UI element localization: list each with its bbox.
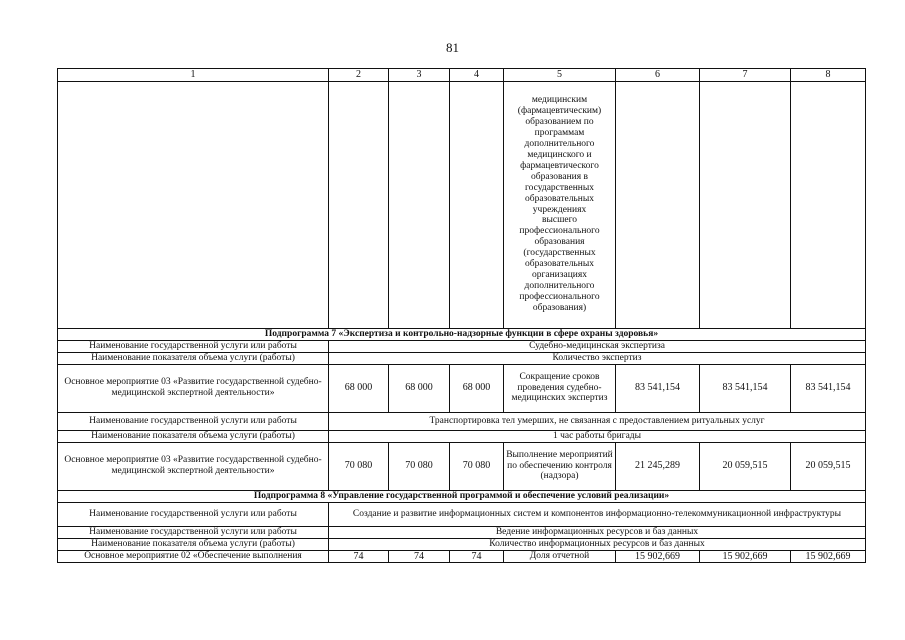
service-value: Создание и развитие информационных систем и компонентов информационно-телекоммуникационной инфраструктуры [329,502,866,526]
measure-col7: 20 059,515 [700,442,791,490]
service-row [58,502,866,526]
cell-empty [791,81,866,328]
cell-empty [616,81,700,328]
measure-row [58,364,866,412]
desc-line: образованием по [525,117,594,128]
header-cell: 4 [450,69,504,82]
cell-empty [329,81,389,328]
desc-line: организациях [531,270,588,281]
continuation-row [58,81,866,328]
desc-line: образовательных [525,193,594,204]
page-number: 81 [446,40,459,55]
measure-name: Основное мероприятие 03 «Развитие государственной судебно-медицинской экспертной деятельности» [58,364,329,412]
desc-line: программам [534,128,585,139]
measure-indicator: Сокращение сроков проведения судебно-медицинских экспертиз [504,364,616,412]
desc-line: медицинским [531,95,588,106]
desc-line: фармацевтического [520,160,599,171]
measure-col4: 74 [450,550,504,563]
measure-col3: 68 000 [389,364,450,412]
desc-line: высшего [541,215,578,226]
indicator-label: Наименование показателя объема услуги (работы) [58,538,329,550]
measure-col8: 83 541,154 [791,364,866,412]
desc-line: профессионального [519,291,600,302]
measure-col6: 83 541,154 [616,364,700,412]
header-cell: 8 [791,69,866,82]
cell-empty [389,81,450,328]
service-row [58,412,866,430]
desc-line: учреждениях [532,204,587,215]
service-row [58,340,866,352]
desc-line: дополнительного [524,138,595,149]
subprogram-row [58,328,866,340]
subprogram-row [58,490,866,502]
measure-col7: 83 541,154 [700,364,791,412]
desc-line: (фармацевтическим) [517,106,602,117]
measure-row [58,550,866,563]
service-value: Судебно-медицинская экспертиза [329,340,866,352]
measure-indicator: Доля отчетной [504,550,616,563]
measure-col2: 74 [329,550,389,563]
service-label: Наименование государственной услуги или работы [58,526,329,538]
measure-col2: 68 000 [329,364,389,412]
measure-col8: 20 059,515 [791,442,866,490]
desc-line: образования [534,237,585,248]
cell-empty [450,81,504,328]
table-header-row [58,69,866,82]
indicator-label: Наименование показателя объема услуги (работы) [58,430,329,442]
measure-col6: 15 902,669 [616,550,700,563]
indicator-value: Количество экспертиз [329,352,866,364]
desc-line: образовательных [525,259,594,270]
service-label: Наименование государственной услуги или работы [58,502,329,526]
measure-col3: 74 [389,550,450,563]
cell-empty [700,81,791,328]
subprogram-8-title: Подпрограмма 8 «Управление государственной программой и обеспечение условий реализации» [58,490,866,502]
desc-line: дополнительного [524,280,595,291]
indicator-row [58,430,866,442]
subprogram-7-title: Подпрограмма 7 «Экспертиза и контрольно-надзорные функции в сфере охраны здоровья» [58,328,866,340]
indicator-row [58,538,866,550]
measure-col4: 70 080 [450,442,504,490]
measure-name: Основное мероприятие 03 «Развитие государственной судебно-медицинской экспертной деятельности» [58,442,329,490]
service-row [58,526,866,538]
measure-col4: 68 000 [450,364,504,412]
indicator-value: 1 час работы бригады [329,430,866,442]
measure-col8: 15 902,669 [791,550,866,563]
desc-line: образования в [531,171,588,182]
desc-line: образования) [532,302,587,313]
indicator-value: Количество информационных ресурсов и баз данных [329,538,866,550]
continuation-description [504,81,616,328]
service-label: Наименование государственной услуги или работы [58,412,329,430]
header-cell: 5 [504,69,616,82]
desc-line: медицинского и [527,149,592,160]
header-cell: 6 [616,69,700,82]
header-cell: 2 [329,69,389,82]
header-cell: 1 [58,69,329,82]
measure-col6: 21 245,289 [616,442,700,490]
header-cell: 3 [389,69,450,82]
service-value: Ведение информационных ресурсов и баз данных [329,526,866,538]
measure-name: Основное мероприятие 02 «Обеспечение выполнения [58,550,329,563]
service-value: Транспортировка тел умерших, не связанная с предоставлением ритуальных услуг [329,412,866,430]
indicator-label: Наименование показателя объема услуги (работы) [58,352,329,364]
indicator-row [58,352,866,364]
measure-col3: 70 080 [389,442,450,490]
service-label: Наименование государственной услуги или работы [58,340,329,352]
desc-line: (государственных [523,248,596,259]
budget-table [57,68,866,563]
desc-line: профессионального [519,226,600,237]
cell-empty [58,81,329,328]
measure-col2: 70 080 [329,442,389,490]
measure-row [58,442,866,490]
header-cell: 7 [700,69,791,82]
measure-indicator: Выполнение мероприятий по обеспечению контроля (надзора) [504,442,616,490]
measure-col7: 15 902,669 [700,550,791,563]
desc-line: государственных [524,182,594,193]
